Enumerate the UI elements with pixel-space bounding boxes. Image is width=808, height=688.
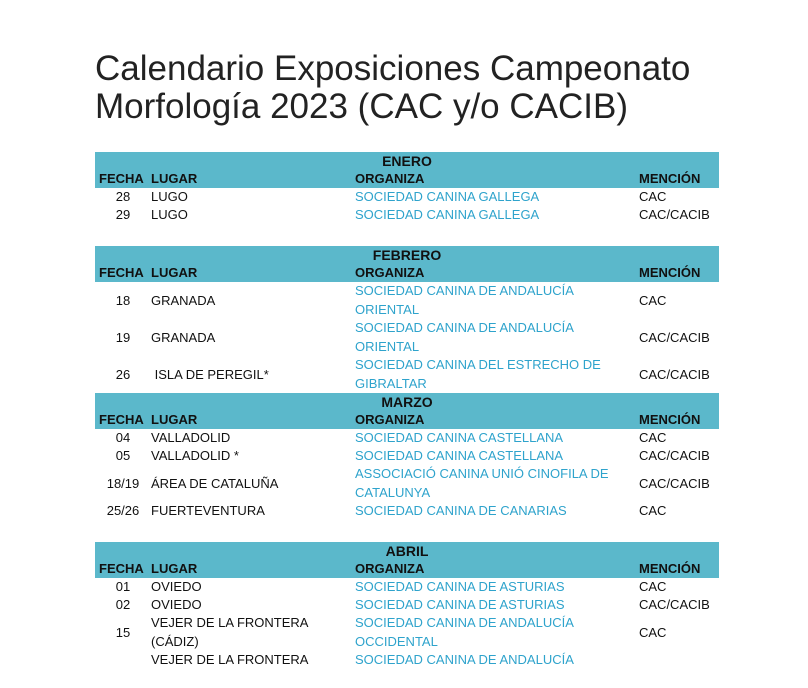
spacer — [95, 224, 719, 246]
cell-fecha: 29 — [115, 207, 131, 222]
cell-fecha: 02 — [115, 597, 131, 612]
cell-lugar: OVIEDO — [151, 597, 202, 612]
table-row — [95, 447, 719, 465]
month-block-marzo — [95, 393, 719, 520]
month-name: FEBRERO — [372, 247, 442, 263]
header-organiza: ORGANIZA — [355, 412, 425, 427]
organizer-link[interactable]: SOCIEDAD CANINA GALLEGA — [355, 207, 540, 222]
cell-mencion: CAC — [639, 579, 667, 594]
cell-lugar: LUGO — [151, 207, 188, 222]
table-row — [95, 319, 719, 356]
page-title — [95, 50, 690, 126]
cell-fecha: 18 — [115, 293, 131, 308]
cell-mencion: CAC — [639, 430, 667, 445]
table-row — [95, 465, 719, 502]
cell-lugar: ÁREA DE CATALUÑA — [151, 476, 279, 491]
cell-lugar: GRANADA — [151, 293, 216, 308]
cell-fecha: 19 — [115, 330, 131, 345]
cell-mencion: CAC/CACIB — [639, 367, 710, 382]
month-header-band — [95, 152, 719, 188]
organizer-link[interactable]: SOCIEDAD CANINA DE ANDALUCÍA — [355, 652, 574, 667]
header-organiza: ORGANIZA — [355, 171, 425, 186]
month-name: MARZO — [381, 394, 433, 410]
cell-mencion: CAC/CACIB — [639, 476, 710, 491]
organizer-link[interactable]: SOCIEDAD CANINA DE ANDALUCÍA ORIENTAL — [355, 320, 574, 354]
table-row — [95, 429, 719, 447]
table-row — [95, 282, 719, 319]
organizer-link[interactable]: SOCIEDAD CANINA DE ANDALUCÍA ORIENTAL — [355, 283, 574, 317]
table-row — [95, 578, 719, 596]
cell-fecha: 26 — [115, 367, 131, 382]
cell-fecha: 25/26 — [106, 503, 140, 518]
month-block-enero — [95, 152, 719, 224]
table-row — [95, 356, 719, 393]
spacer — [95, 520, 719, 542]
organizer-link[interactable]: SOCIEDAD CANINA DE ASTURIAS — [355, 597, 565, 612]
table-row — [95, 502, 719, 520]
cell-fecha: 18/19 — [106, 476, 140, 491]
cell-mencion: CAC/CACIB — [639, 207, 710, 222]
cell-mencion: CAC/CACIB — [639, 448, 710, 463]
month-header-band — [95, 393, 719, 429]
cell-fecha: 01 — [115, 579, 131, 594]
column-headers — [95, 560, 719, 578]
header-fecha: FECHA — [99, 561, 144, 576]
organizer-link[interactable]: SOCIEDAD CANINA CASTELLANA — [355, 448, 564, 463]
cell-lugar: ISLA DE PEREGIL* — [151, 367, 269, 382]
cell-lugar: VALLADOLID * — [151, 448, 239, 463]
header-fecha: FECHA — [99, 265, 144, 280]
organizer-link[interactable]: SOCIEDAD CANINA DEL ESTRECHO DE GIBRALTAR — [355, 357, 601, 391]
header-mencion: MENCIÓN — [639, 561, 701, 576]
cell-lugar: VEJER DE LA FRONTERA — [151, 652, 309, 667]
cell-lugar: VEJER DE LA FRONTERA (CÁDIZ) — [151, 615, 308, 649]
month-block-febrero — [95, 246, 719, 393]
header-fecha: FECHA — [99, 171, 144, 186]
table-row — [95, 188, 719, 206]
column-headers — [95, 264, 719, 282]
organizer-link[interactable]: SOCIEDAD CANINA CASTELLANA — [355, 430, 564, 445]
cell-mencion: CAC — [639, 503, 667, 518]
column-headers — [95, 170, 719, 188]
header-mencion: MENCIÓN — [639, 171, 701, 186]
cell-fecha: 28 — [115, 189, 131, 204]
organizer-link[interactable]: SOCIEDAD CANINA GALLEGA — [355, 189, 540, 204]
cell-mencion: CAC — [639, 293, 667, 308]
month-name: ABRIL — [385, 543, 429, 559]
month-block-abril — [95, 542, 719, 688]
month-header-band — [95, 246, 719, 282]
cell-lugar: GRANADA — [151, 330, 216, 345]
table-row — [95, 651, 719, 688]
header-lugar: LUGAR — [151, 561, 198, 576]
cell-lugar: FUERTEVENTURA — [151, 503, 265, 518]
header-organiza: ORGANIZA — [355, 561, 425, 576]
cell-fecha: 05 — [115, 448, 131, 463]
title-line-2: Morfología 2023 (CAC y/o CACIB) — [95, 87, 628, 126]
organizer-link[interactable]: SOCIEDAD CANINA DE ASTURIAS — [355, 579, 565, 594]
cell-mencion: CAC — [639, 625, 667, 640]
header-lugar: LUGAR — [151, 412, 198, 427]
header-lugar: LUGAR — [151, 265, 198, 280]
title-line-1: Calendario Exposiciones Campeonato — [95, 49, 691, 88]
cell-lugar: OVIEDO — [151, 579, 202, 594]
cell-lugar: VALLADOLID — [151, 430, 231, 445]
cell-mencion: CAC — [639, 189, 667, 204]
header-mencion: MENCIÓN — [639, 412, 701, 427]
organizer-link[interactable]: SOCIEDAD CANINA DE ANDALUCÍA OCCIDENTAL — [355, 615, 574, 649]
calendar-table — [95, 152, 719, 688]
cell-fecha: 15 — [115, 625, 131, 640]
month-name: ENERO — [382, 153, 432, 169]
header-organiza: ORGANIZA — [355, 265, 425, 280]
table-row — [95, 596, 719, 614]
cell-fecha: 04 — [115, 430, 131, 445]
organizer-link[interactable]: SOCIEDAD CANINA DE CANARIAS — [355, 503, 567, 518]
month-header-band — [95, 542, 719, 578]
header-mencion: MENCIÓN — [639, 265, 701, 280]
cell-lugar: LUGO — [151, 189, 188, 204]
table-row — [95, 614, 719, 651]
cell-mencion: CAC/CACIB — [639, 330, 710, 345]
cell-mencion: CAC/CACIB — [639, 597, 710, 612]
table-row — [95, 206, 719, 224]
organizer-link[interactable]: ASSOCIACIÓ CANINA UNIÓ CINOFILA DE CATALUNYA — [355, 466, 609, 500]
header-fecha: FECHA — [99, 412, 144, 427]
column-headers — [95, 411, 719, 429]
header-lugar: LUGAR — [151, 171, 198, 186]
